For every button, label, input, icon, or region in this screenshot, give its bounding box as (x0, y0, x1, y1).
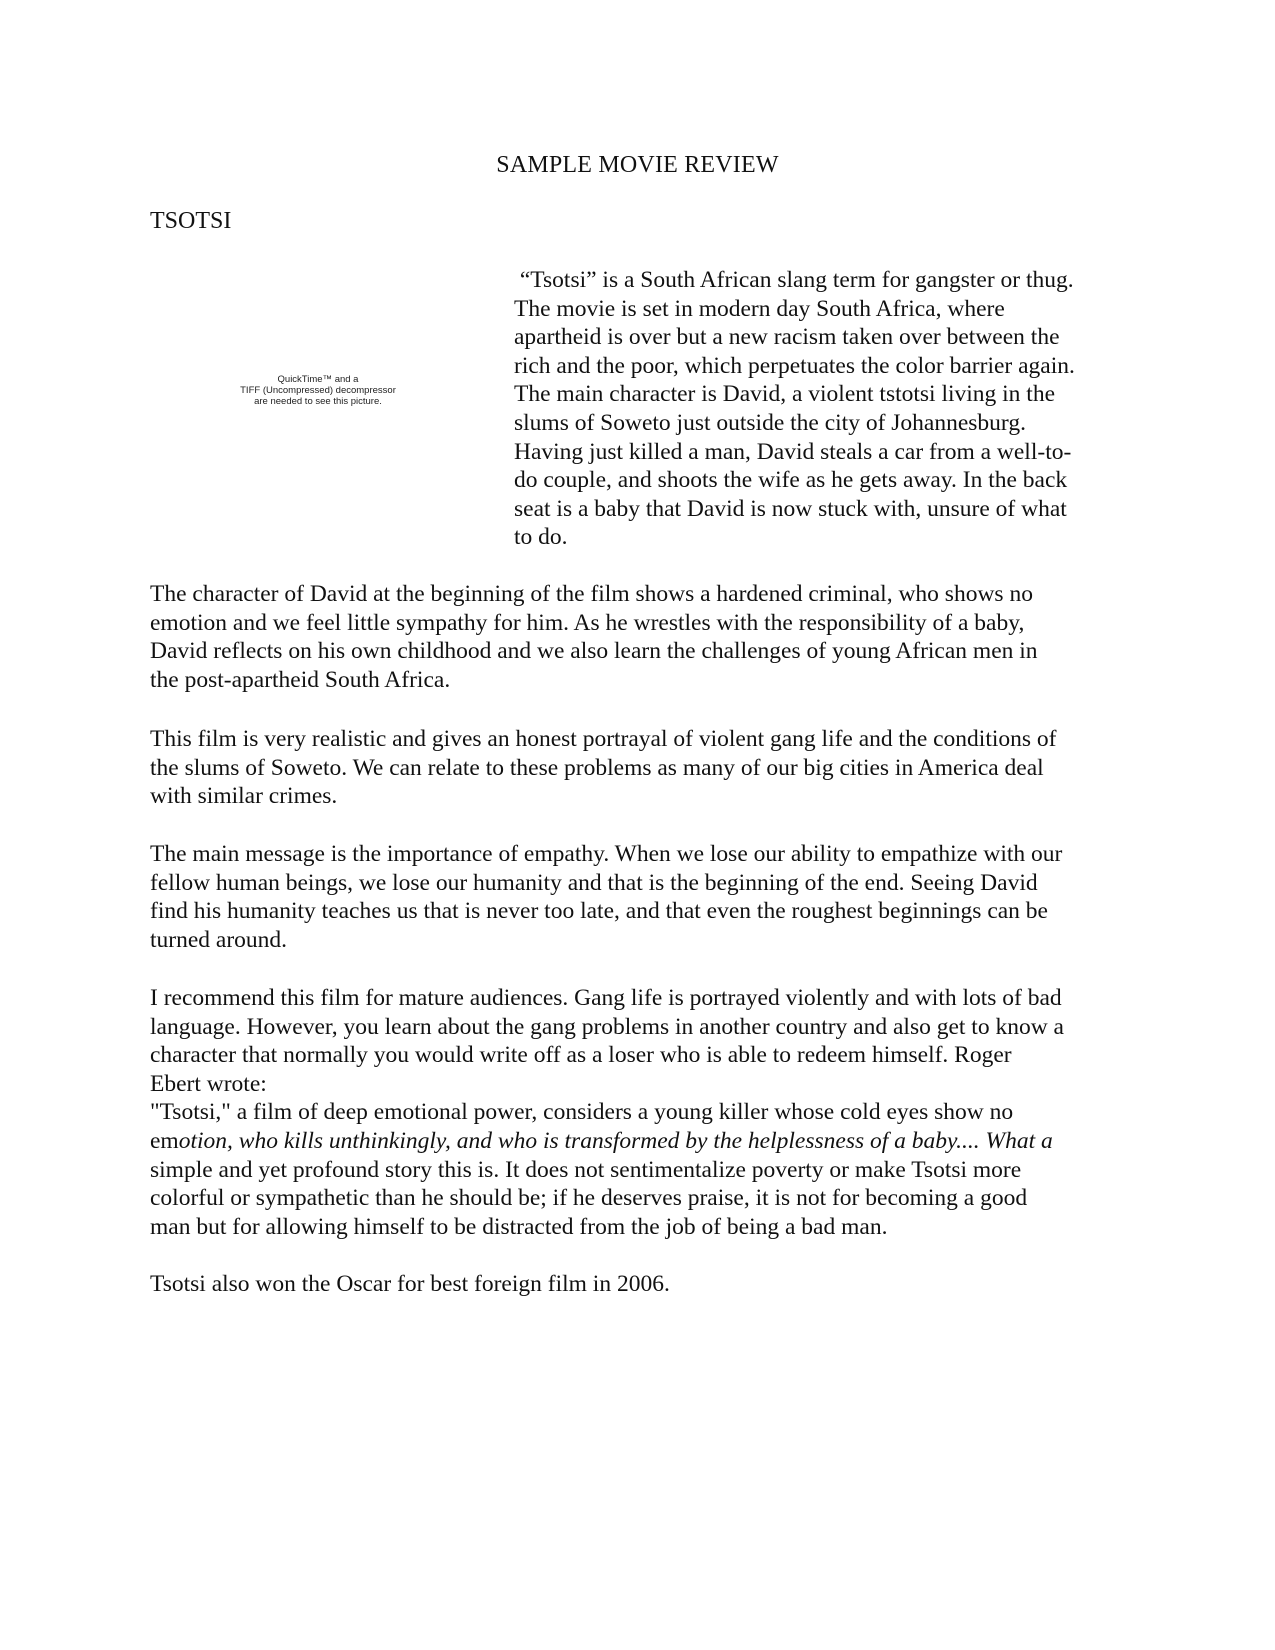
text-line: The movie is set in modern day South Africa, where (514, 295, 1005, 322)
intro-paragraph (514, 266, 1124, 552)
paragraph-recommendation (150, 984, 1150, 1241)
text-line: language. However, you learn about the gang problems in another country and also get to know a (150, 1013, 1064, 1040)
text-line: David reflects on his own childhood and we also learn the challenges of young African men in (150, 638, 1038, 665)
paragraph-character (150, 580, 1150, 694)
text-line: I recommend this film for mature audiences. Gang life is portrayed violently and with lots of bad (150, 985, 1062, 1011)
text-line: seat is a baby that David is now stuck with, unsure of what (514, 495, 1067, 522)
text-line: character that normally you would write off as a loser who is able to redeem himself. Roger (150, 1042, 1012, 1069)
text-line: apartheid is over but a new racism taken over between the (514, 324, 1060, 351)
quote-line: man but for allowing himself to be distracted from the job of being a bad man. (150, 1213, 888, 1240)
placeholder-line: QuickTime™ and a (277, 374, 359, 385)
quote-line: colorful or sympathetic than he should be; if he deserves praise, it is not for becoming a good (150, 1185, 1028, 1212)
text-line: The main message is the importance of empathy. When we lose our ability to empathize with our (150, 841, 1063, 867)
quote-line: simple and yet profound story this is. It does not sentimentalize poverty or make Tsotsi more (150, 1156, 1022, 1183)
text-line: “Tsotsi” is a South African slang term for gangster or thug. (514, 267, 1074, 293)
text-line: The main character is David, a violent tstotsi living in the (514, 381, 1056, 408)
text-line: The character of David at the beginning of the film shows a hardened criminal, who shows no (150, 581, 1033, 607)
text-line: to do. (514, 524, 568, 551)
paragraph-oscar (150, 1270, 1150, 1299)
text-line: the post-apartheid South Africa. (150, 666, 451, 693)
document-title: SAMPLE MOVIE REVIEW (496, 152, 779, 178)
text-line: rich and the poor, which perpetuates the color barrier again. (514, 352, 1075, 379)
text-line: do couple, and shoots the wife as he gets away. In the back (514, 467, 1068, 494)
paragraph-realism (150, 725, 1150, 811)
text-line: with similar crimes. (150, 783, 338, 810)
text-line: turned around. (150, 926, 288, 953)
quote-line: "Tsotsi," a film of deep emotional power, considers a young killer whose cold eyes show no (150, 1099, 1014, 1126)
text-line: Ebert wrote: (150, 1070, 267, 1097)
paragraph-message (150, 840, 1150, 954)
text-line: find his humanity teaches us that is never too late, and that even the roughest beginnings can be (150, 898, 1048, 925)
text-line: fellow human beings, we lose our humanity and that is the beginning of the end. Seeing David (150, 869, 1038, 896)
text-line: the slums of Soweto. We can relate to these problems as many of our big cities in America deal (150, 754, 1044, 781)
quote-line (150, 1127, 1150, 1156)
quote-italic-fragment: otion, who kills unthinkingly, and who is transformed by the helplessness of a baby.... What a (178, 1127, 1053, 1154)
text-line: Having just killed a man, David steals a car from a well-to- (514, 438, 1072, 465)
placeholder-line: TIFF (Uncompressed) decompressor (240, 385, 396, 396)
missing-image-placeholder (218, 374, 418, 407)
text-line: This film is very realistic and gives an honest portrayal of violent gang life and the conditions of (150, 726, 1057, 752)
text-line: Tsotsi also won the Oscar for best foreign film in 2006. (150, 1271, 670, 1297)
placeholder-line: are needed to see this picture. (254, 396, 382, 407)
text-line: emotion and we feel little sympathy for him. As he wrestles with the responsibility of a baby, (150, 609, 1025, 636)
text-line: slums of Soweto just outside the city of Johannesburg. (514, 409, 1026, 436)
quote-plain-fragment: em (150, 1127, 179, 1154)
film-title: TSOTSI (150, 208, 232, 234)
